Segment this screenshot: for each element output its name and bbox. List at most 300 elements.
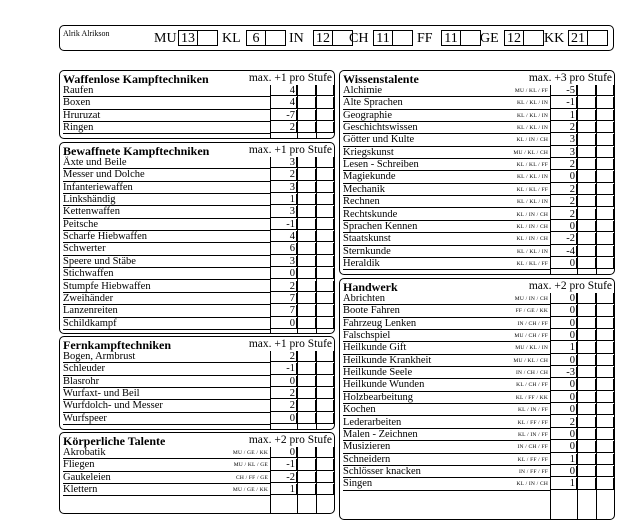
talent-increase-box-2[interactable]	[316, 219, 334, 230]
attribute-abbr: MU	[154, 31, 177, 46]
attribute-mod-field[interactable]	[587, 30, 608, 46]
talent-increase-box-2[interactable]	[596, 85, 614, 96]
talent-name: Stichwaffen	[63, 268, 270, 280]
talent-increase-box-1[interactable]	[577, 367, 596, 378]
talent-row	[60, 447, 334, 459]
talent-increase-box-2[interactable]	[596, 293, 614, 304]
talent-value[interactable]: 0	[550, 379, 577, 390]
talent-increase-box-2[interactable]	[596, 417, 614, 428]
talent-name: Rechtskunde	[343, 209, 550, 221]
talent-increase-box-1[interactable]	[577, 221, 596, 232]
section-title: Bewaffnete Kampftechniken	[63, 144, 210, 158]
talent-probe: KL / FF / FF	[517, 456, 548, 463]
talent-probe: KL / IN / CH	[516, 236, 548, 243]
talent-increase-box-2[interactable]	[596, 342, 614, 353]
talent-increase-box-2[interactable]	[596, 159, 614, 170]
talent-name: Wurfaxt- und Beil	[63, 388, 270, 400]
section-title: Waffenlose Kampftechniken	[63, 72, 209, 86]
section-header	[340, 71, 614, 85]
talent-increase-box-1[interactable]	[577, 466, 596, 477]
section-header	[60, 71, 334, 85]
talent-value[interactable]: 3	[270, 206, 297, 217]
attribute-mod-field[interactable]	[523, 30, 544, 46]
talent-value[interactable]: 2	[550, 209, 577, 220]
talent-increase-box-1[interactable]	[577, 478, 596, 489]
talent-increase-box-2[interactable]	[316, 376, 334, 387]
talent-value[interactable]: 7	[270, 293, 297, 304]
talent-value[interactable]: 2	[270, 400, 297, 411]
talent-increase-box-2[interactable]	[596, 478, 614, 489]
talent-increase-box-1[interactable]	[577, 134, 596, 145]
talent-row	[340, 122, 614, 134]
talent-increase-box-2[interactable]	[316, 413, 334, 424]
talent-increase-box-2[interactable]	[316, 400, 334, 411]
talent-increase-box-2[interactable]	[596, 466, 614, 477]
talent-value[interactable]: 3	[270, 182, 297, 193]
talent-increase-box-1[interactable]	[577, 342, 596, 353]
talent-increase-box-2[interactable]	[596, 355, 614, 366]
talent-name: Boxen	[63, 97, 270, 109]
attribute-mod-field[interactable]	[392, 30, 413, 46]
talent-increase-box-2[interactable]	[596, 330, 614, 341]
talent-increase-box-1[interactable]	[297, 293, 316, 304]
talent-increase-box-1[interactable]	[297, 413, 316, 424]
talent-increase-box-2[interactable]	[596, 97, 614, 108]
talent-row	[60, 281, 334, 293]
talent-probe: MU / GE / KK	[232, 487, 268, 494]
column-rule	[297, 85, 298, 138]
talent-increase-box-2[interactable]	[316, 169, 334, 180]
talent-value[interactable]: 0	[550, 355, 577, 366]
attribute-value-field[interactable]: 11	[373, 30, 392, 46]
attribute-abbr: CH	[349, 31, 369, 46]
talent-value[interactable]: 0	[550, 429, 577, 440]
talent-value[interactable]: 1	[550, 478, 577, 489]
talent-probe: IN / CH / CH	[515, 370, 548, 377]
talent-name: Magiekunde	[343, 171, 550, 183]
talent-increase-box-1[interactable]	[297, 122, 316, 133]
talent-name: Fliegen	[63, 459, 270, 471]
talent-name: Bogen, Armbrust	[63, 351, 270, 363]
attribute-value-field[interactable]: 13	[178, 30, 197, 46]
talent-increase-box-1[interactable]	[577, 392, 596, 403]
talent-increase-box-2[interactable]	[316, 268, 334, 279]
talent-increase-box-1[interactable]	[297, 318, 316, 329]
talent-row	[60, 194, 334, 206]
talent-value[interactable]: 4	[270, 231, 297, 242]
talent-value[interactable]: 1	[270, 194, 297, 205]
talent-value[interactable]: 4	[270, 85, 297, 96]
talent-row	[340, 330, 614, 342]
talent-increase-box-1[interactable]	[297, 182, 316, 193]
talent-value[interactable]: -1	[270, 219, 297, 230]
talent-value[interactable]: 2	[550, 184, 577, 195]
talent-row	[340, 342, 614, 354]
talent-value[interactable]: 1	[550, 454, 577, 465]
attribute-value-field[interactable]: 12	[313, 30, 332, 46]
talent-value[interactable]: 2	[550, 196, 577, 207]
talent-increase-box-1[interactable]	[297, 351, 316, 362]
talent-increase-box-1[interactable]	[297, 110, 316, 121]
talent-increase-box-2[interactable]	[596, 305, 614, 316]
talent-value[interactable]: -5	[550, 85, 577, 96]
talent-name: Fahrzeug Lenken	[343, 318, 550, 330]
attribute-abbr: FF	[417, 31, 433, 46]
talent-value[interactable]: -2	[270, 472, 297, 483]
talent-probe: KL / FF / KK	[515, 394, 548, 401]
column-rule	[316, 157, 317, 333]
talent-value[interactable]: 2	[270, 169, 297, 180]
section-koerperliche-talente	[59, 432, 335, 514]
talent-name: Alte Sprachen	[343, 97, 550, 109]
character-header	[59, 25, 614, 51]
talent-increase-box-1[interactable]	[297, 85, 316, 96]
talent-increase-box-2[interactable]	[316, 363, 334, 374]
talent-value[interactable]: 2	[550, 417, 577, 428]
talent-increase-box-1[interactable]	[297, 388, 316, 399]
talent-row	[340, 379, 614, 391]
talent-row	[340, 85, 614, 97]
column-rule	[316, 351, 317, 429]
talent-row	[340, 305, 614, 317]
talent-name: Hruruzat	[63, 110, 270, 122]
talent-increase-box-2[interactable]	[316, 243, 334, 254]
talent-row	[60, 85, 334, 97]
section-max-note: max. +2 pro Stufe	[528, 280, 612, 292]
talent-value[interactable]: 3	[550, 134, 577, 145]
talent-row	[340, 246, 614, 258]
talent-increase-box-1[interactable]	[577, 196, 596, 207]
talent-increase-box-2[interactable]	[316, 194, 334, 205]
talent-probe: KL / IN / CH	[516, 211, 548, 218]
talent-increase-box-1[interactable]	[577, 233, 596, 244]
talent-probe: MU / KL / GE	[233, 462, 268, 469]
talent-name: Kettenwaffen	[63, 206, 270, 218]
talent-value[interactable]: -1	[270, 459, 297, 470]
talent-value[interactable]: -2	[550, 233, 577, 244]
talent-value[interactable]: 2	[270, 281, 297, 292]
talent-increase-box-2[interactable]	[316, 388, 334, 399]
talent-increase-box-1[interactable]	[297, 459, 316, 470]
talent-value[interactable]: 3	[550, 147, 577, 158]
talent-increase-box-1[interactable]	[577, 454, 596, 465]
talent-value[interactable]: 0	[550, 466, 577, 477]
talent-increase-box-2[interactable]	[316, 206, 334, 217]
talent-value[interactable]: 2	[550, 122, 577, 133]
talent-value[interactable]: 0	[550, 441, 577, 452]
talent-probe: KL / KL / IN	[516, 112, 548, 119]
talent-increase-box-1[interactable]	[297, 472, 316, 483]
talent-value[interactable]: 0	[550, 392, 577, 403]
talent-name: Klettern	[63, 484, 270, 496]
talent-increase-box-1[interactable]	[297, 256, 316, 267]
talent-name: Kochen	[343, 404, 550, 416]
attribute-abbr: KK	[544, 31, 565, 46]
talent-value[interactable]: 0	[550, 171, 577, 182]
talent-row	[340, 184, 614, 196]
talent-value[interactable]: 1	[550, 110, 577, 121]
talent-increase-box-2[interactable]	[596, 454, 614, 465]
talent-probe: KL / IN / CH	[516, 137, 548, 144]
talent-probe: KL / KL / IN	[516, 100, 548, 107]
talent-increase-box-2[interactable]	[316, 293, 334, 304]
talent-increase-box-1[interactable]	[577, 147, 596, 158]
talent-increase-box-1[interactable]	[297, 363, 316, 374]
talent-increase-box-2[interactable]	[596, 147, 614, 158]
talent-row	[60, 351, 334, 363]
talent-increase-box-2[interactable]	[316, 231, 334, 242]
column-rule	[316, 85, 317, 138]
talent-value[interactable]: 6	[270, 243, 297, 254]
talent-increase-box-2[interactable]	[316, 447, 334, 458]
talent-increase-box-1[interactable]	[577, 122, 596, 133]
talent-row	[60, 169, 334, 181]
attribute-value-field[interactable]: 12	[504, 30, 523, 46]
section-header	[60, 337, 334, 351]
talent-row	[340, 147, 614, 159]
talent-value[interactable]: 0	[550, 330, 577, 341]
talent-increase-box-2[interactable]	[316, 459, 334, 470]
talent-increase-box-1[interactable]	[577, 110, 596, 121]
section-header	[340, 279, 614, 293]
talent-increase-box-1[interactable]	[297, 169, 316, 180]
talent-probe: FF / GE / KK	[515, 308, 548, 315]
talent-increase-box-1[interactable]	[577, 305, 596, 316]
talent-value[interactable]: -1	[270, 363, 297, 374]
talent-row	[60, 97, 334, 109]
talent-increase-box-2[interactable]	[316, 110, 334, 121]
talent-increase-box-2[interactable]	[596, 233, 614, 244]
talent-increase-box-2[interactable]	[596, 171, 614, 182]
talent-value[interactable]: 0	[550, 221, 577, 232]
attribute-mod-field[interactable]	[460, 30, 481, 46]
attribute-mod-field[interactable]	[265, 30, 286, 46]
talent-increase-box-2[interactable]	[316, 157, 334, 168]
talent-increase-box-1[interactable]	[297, 376, 316, 387]
section-max-note: max. +3 pro Stufe	[528, 72, 612, 84]
talent-increase-box-2[interactable]	[596, 134, 614, 145]
talent-row	[60, 206, 334, 218]
talent-increase-box-1[interactable]	[577, 417, 596, 428]
talent-value[interactable]: 0	[270, 318, 297, 329]
talent-name: Geschichtswissen	[343, 122, 550, 134]
talent-increase-box-1[interactable]	[577, 209, 596, 220]
talent-increase-box-1[interactable]	[297, 206, 316, 217]
talent-increase-box-2[interactable]	[596, 404, 614, 415]
section-waffenlose-kampftechniken	[59, 70, 335, 139]
column-rule	[596, 85, 597, 274]
talent-increase-box-2[interactable]	[316, 281, 334, 292]
column-rule	[297, 157, 298, 333]
talent-increase-box-2[interactable]	[596, 221, 614, 232]
talent-value[interactable]: 0	[550, 258, 577, 269]
section-title: Handwerk	[343, 280, 398, 294]
talent-increase-box-2[interactable]	[316, 305, 334, 316]
column-rule	[596, 293, 597, 519]
talent-increase-box-2[interactable]	[596, 209, 614, 220]
talent-increase-box-1[interactable]	[577, 404, 596, 415]
talent-increase-box-2[interactable]	[316, 85, 334, 96]
talent-value[interactable]: 4	[270, 97, 297, 108]
talent-row	[60, 413, 334, 425]
talent-row	[340, 159, 614, 171]
talent-increase-box-2[interactable]	[596, 441, 614, 452]
talent-increase-box-1[interactable]	[577, 171, 596, 182]
talent-value[interactable]: 0	[550, 305, 577, 316]
section-header	[60, 433, 334, 447]
talent-value[interactable]: 7	[270, 305, 297, 316]
talent-value[interactable]: 2	[270, 388, 297, 399]
talent-value[interactable]: 0	[270, 268, 297, 279]
talent-probe: MU / IN / CH	[514, 296, 548, 302]
talent-value[interactable]: 0	[270, 413, 297, 424]
talent-row	[60, 293, 334, 305]
talent-value[interactable]: 3	[270, 256, 297, 267]
talent-increase-box-1[interactable]	[577, 379, 596, 390]
talent-value[interactable]: 2	[550, 159, 577, 170]
talent-probe: IN / CH / FF	[517, 444, 548, 451]
talent-increase-box-2[interactable]	[596, 367, 614, 378]
attribute-value-field[interactable]: 6	[246, 30, 265, 46]
talent-value[interactable]: 0	[550, 293, 577, 304]
talent-increase-box-1[interactable]	[297, 231, 316, 242]
talent-name: Wurfdolch- und Messer	[63, 400, 270, 412]
talent-increase-box-1[interactable]	[577, 355, 596, 366]
talent-name: Heraldik	[343, 258, 550, 270]
character-name: Alrik Alrikson	[63, 29, 110, 38]
attribute-abbr: KL	[222, 31, 241, 46]
talent-increase-box-1[interactable]	[577, 246, 596, 257]
section-handwerk	[339, 278, 615, 520]
talent-increase-box-1[interactable]	[577, 441, 596, 452]
talent-increase-box-2[interactable]	[596, 429, 614, 440]
talent-increase-box-2[interactable]	[316, 484, 334, 495]
talent-name: Scharfe Hiebwaffen	[63, 231, 270, 243]
talent-value[interactable]: 0	[270, 376, 297, 387]
talent-value[interactable]: 0	[550, 404, 577, 415]
column-rule	[270, 85, 271, 138]
talent-increase-box-2[interactable]	[316, 122, 334, 133]
talent-probe: IN / CH / FF	[517, 320, 548, 327]
attribute-mod-field[interactable]	[197, 30, 218, 46]
talent-row	[60, 400, 334, 412]
talent-increase-box-2[interactable]	[596, 258, 614, 269]
talent-increase-box-2[interactable]	[316, 351, 334, 362]
column-rule	[577, 85, 578, 274]
talent-increase-box-2[interactable]	[596, 110, 614, 121]
talent-increase-box-2[interactable]	[596, 379, 614, 390]
talent-name: Wurfspeer	[63, 413, 270, 425]
talent-probe: MU / CH / FF	[514, 333, 548, 340]
talent-probe: KL / KL / IN	[516, 125, 548, 132]
talent-name: Raufen	[63, 85, 270, 97]
attribute-value-field[interactable]: 11	[441, 30, 460, 46]
talent-increase-box-2[interactable]	[596, 184, 614, 195]
talent-value[interactable]: 2	[270, 351, 297, 362]
talent-increase-box-1[interactable]	[297, 281, 316, 292]
talent-increase-box-1[interactable]	[577, 184, 596, 195]
talent-value[interactable]: -4	[550, 246, 577, 257]
talent-increase-box-2[interactable]	[316, 472, 334, 483]
talent-increase-box-1[interactable]	[577, 85, 596, 96]
section-max-note: max. +1 pro Stufe	[248, 338, 332, 350]
talent-increase-box-1[interactable]	[297, 484, 316, 495]
talent-value[interactable]: 2	[270, 122, 297, 133]
attribute-value-field[interactable]: 21	[568, 30, 587, 46]
talent-value[interactable]: -3	[550, 367, 577, 378]
talent-increase-box-2[interactable]	[596, 196, 614, 207]
section-bewaffnete-kampftechniken	[59, 142, 335, 334]
talent-value[interactable]: -7	[270, 110, 297, 121]
talent-increase-box-1[interactable]	[577, 258, 596, 269]
talent-name: Messer und Dolche	[63, 169, 270, 181]
talent-increase-box-2[interactable]	[596, 318, 614, 329]
talent-increase-box-1[interactable]	[577, 330, 596, 341]
talent-probe: KL / KL / IN	[516, 199, 548, 206]
talent-probe: KL / KL / FF	[516, 260, 548, 267]
talent-row	[60, 459, 334, 471]
talent-increase-box-1[interactable]	[577, 293, 596, 304]
talent-row	[60, 231, 334, 243]
talent-row	[340, 258, 614, 270]
talent-probe: MU / KL / IN	[515, 345, 548, 352]
talent-increase-box-1[interactable]	[577, 318, 596, 329]
talent-increase-box-1[interactable]	[297, 447, 316, 458]
talent-row	[60, 318, 334, 330]
talent-increase-box-1[interactable]	[577, 159, 596, 170]
talent-probe: MU / KL / CH	[513, 149, 548, 156]
talent-name: Falschspiel	[343, 330, 550, 342]
talent-increase-box-1[interactable]	[577, 429, 596, 440]
talent-increase-box-1[interactable]	[577, 97, 596, 108]
talent-increase-box-2[interactable]	[596, 122, 614, 133]
talent-value[interactable]: 0	[270, 447, 297, 458]
talent-probe: KL / IN / FF	[517, 431, 548, 438]
talent-value[interactable]: 0	[550, 318, 577, 329]
talent-row	[340, 478, 614, 490]
talent-name: Holzbearbeitung	[343, 392, 550, 404]
talent-increase-box-1[interactable]	[297, 243, 316, 254]
talent-name: Lederarbeiten	[343, 417, 550, 429]
talent-value[interactable]: 1	[270, 484, 297, 495]
talent-increase-box-1[interactable]	[297, 157, 316, 168]
talent-increase-box-2[interactable]	[316, 97, 334, 108]
talent-value[interactable]: 3	[270, 157, 297, 168]
talent-name: Infanteriewaffen	[63, 182, 270, 194]
talent-increase-box-1[interactable]	[297, 194, 316, 205]
talent-increase-box-2[interactable]	[316, 256, 334, 267]
talent-name: Geographie	[343, 110, 550, 122]
talent-row	[340, 318, 614, 330]
talent-increase-box-1[interactable]	[297, 219, 316, 230]
talent-increase-box-1[interactable]	[297, 305, 316, 316]
talent-name: Ringen	[63, 122, 270, 134]
talent-increase-box-2[interactable]	[596, 392, 614, 403]
talent-name: Heilkunde Seele	[343, 367, 550, 379]
talent-name: Stumpfe Hiebwaffen	[63, 281, 270, 293]
talent-increase-box-2[interactable]	[316, 318, 334, 329]
talent-increase-box-2[interactable]	[316, 182, 334, 193]
talent-increase-box-2[interactable]	[596, 246, 614, 257]
talent-row	[60, 182, 334, 194]
talent-value[interactable]: -1	[550, 97, 577, 108]
talent-row	[340, 233, 614, 245]
talent-name: Musizieren	[343, 441, 550, 453]
talent-increase-box-1[interactable]	[297, 268, 316, 279]
talent-increase-box-1[interactable]	[297, 97, 316, 108]
talent-value[interactable]: 1	[550, 342, 577, 353]
talent-increase-box-1[interactable]	[297, 400, 316, 411]
